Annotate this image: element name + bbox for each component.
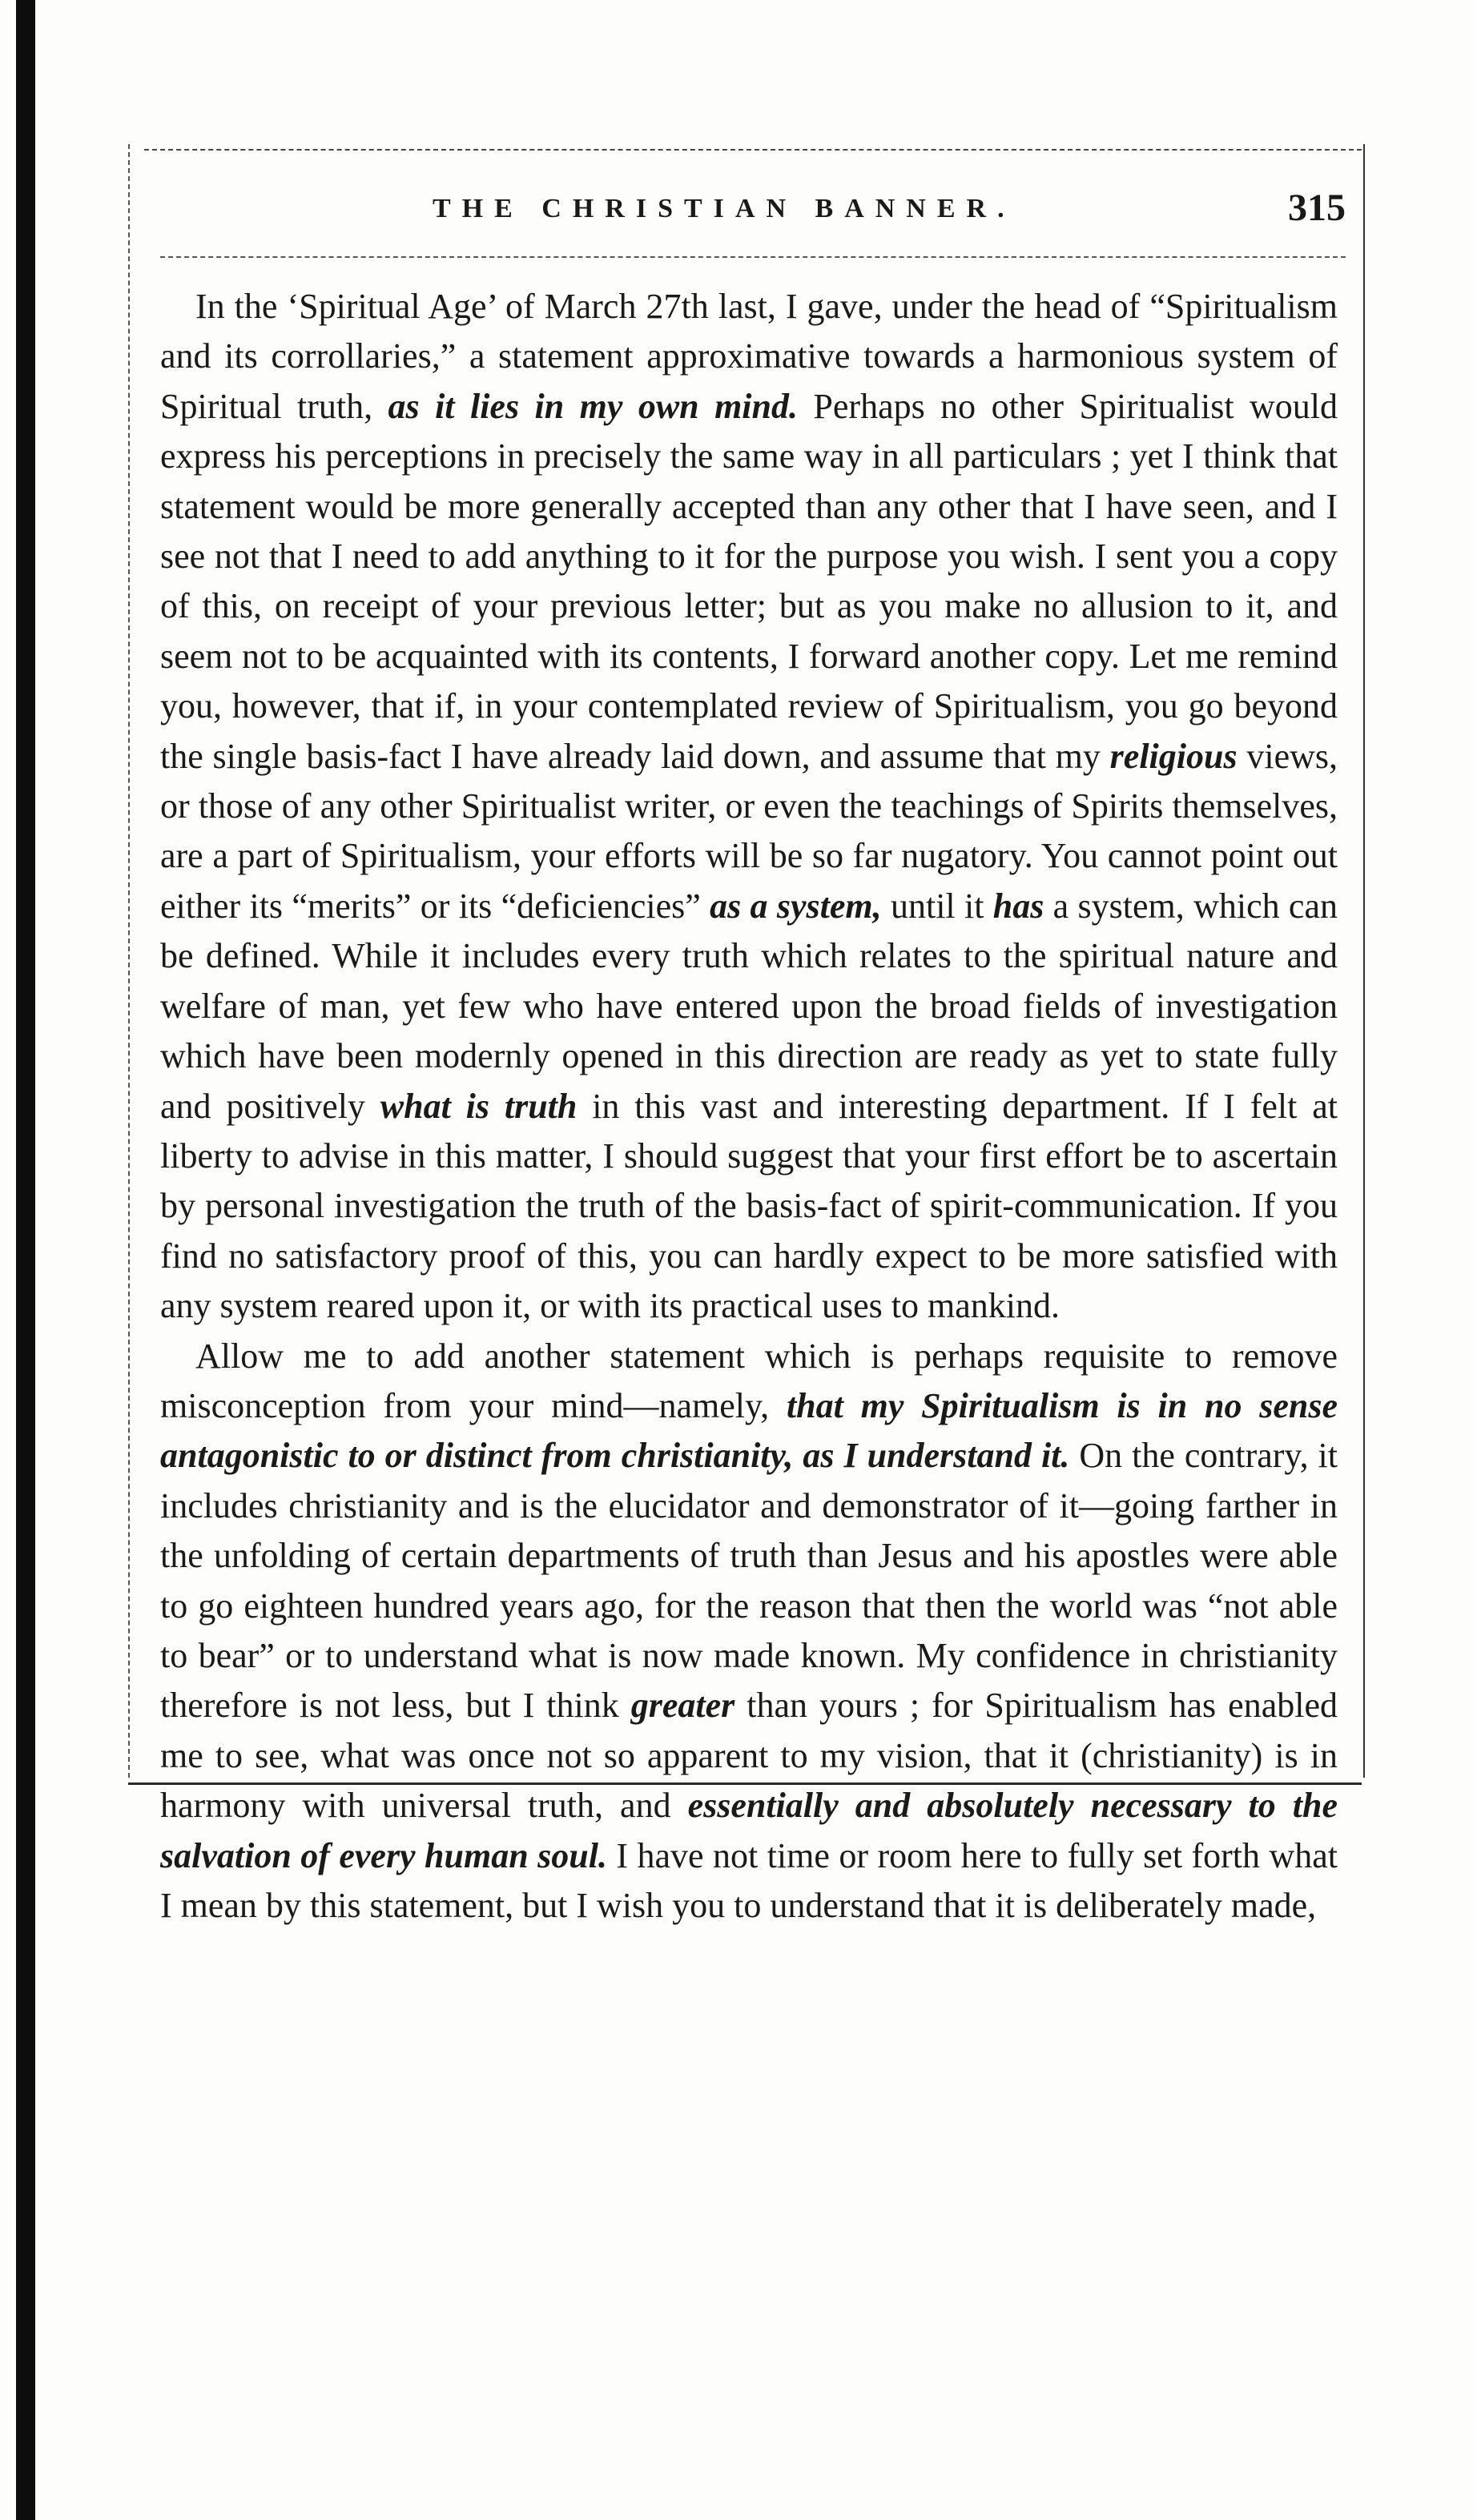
body-text [160, 282, 1338, 1931]
italic-text: essentially and absolutely necessary to the salvation of every human soul. [160, 1786, 1338, 1875]
text-run: On the contrary, it includes christianity and is the elucidator and demonstrator of it—going farther in the unfolding of certain departments of truth than Jesus and his apostles were able to go eighteen hundred years ago, for the reason that then the world was “not able to bear” or to understand what is now made known. My confidence in christianity therefore is not less, but I think [160, 1436, 1338, 1726]
top-rule [144, 149, 1362, 151]
italic-text: greater [630, 1686, 735, 1726]
text-run: I have not time or room here to fully set forth what I mean by this statement, but I wish you to understand that it is deliberately made, [160, 1835, 1338, 1925]
text-run: in this vast and interesting department. If I felt at liberty to advise in this matter, I should suggest that your first effort be to ascertain by personal investigation the truth of the basis-fact of spirit-communication. If you find no satisfactory proof of this, you can hardly expect to be more satisfied with any system reared upon it, or with its practical uses to mankind. [160, 1086, 1338, 1326]
header-rule [160, 256, 1346, 258]
text-run: Perhaps no other Spiritualist would express his perceptions in precisely the same way in all particulars ; yet I think that statement would be more generally accepted than any other that I have seen, and I see not that I need to add anything to it for the purpose you wish. I sent you a copy of this, on receipt of your previous letter; but as you make no allusion to it, and seem not to be acquainted with its contents, I forward another copy. Let me remind you, however, that if, in your contemplated review of Spiritualism, you go beyond the single basis-fact I have already laid down, and assume that my [160, 386, 1338, 776]
scan-edge-bar [16, 0, 35, 2520]
italic-text: religious [1109, 736, 1238, 776]
bottom-rule [128, 1782, 1362, 1785]
italic-text: what is truth [380, 1086, 578, 1126]
running-head [160, 186, 1346, 234]
text-run: views, or those of any other Spiritualist writer, or even the teachings of Spirits themselves, are a part of Spiritualism, your efforts will be so far nugatory. You cannot point out either its “merits” or its “deficiencies” [160, 736, 1338, 926]
text-run: a system, which can be defined. While it includes every truth which relates to the spiritual nature and welfare of man, yet few who have entered upon the broad fields of investigation which have been modernly opened in this direction are ready as yet to state fully and positively [160, 886, 1338, 1126]
page-number: 315 [1288, 187, 1346, 229]
text-run: until it [881, 886, 993, 926]
italic-text: that my Spiritualism is in no sense antagonistic to or distinct from christianity, as I understand it. [160, 1385, 1338, 1476]
paragraph [160, 282, 1338, 1332]
running-title: THE CHRISTIAN BANNER. [433, 194, 1016, 223]
italic-text: has [992, 886, 1044, 926]
paragraph [160, 1332, 1338, 1931]
text-run: than yours ; for Spiritualism has enabled me to see, what was once not so apparent to my vision, that it (christianity) is in harmony with universal truth, and [160, 1686, 1338, 1826]
italic-text: as it lies in my own mind. [388, 386, 798, 426]
italic-text: as a system, [710, 886, 882, 926]
text-run: Allow me to add another statement which is perhaps requisite to remove misconception from your mind—namely, [160, 1336, 1338, 1425]
text-run: In the ‘Spiritual Age’ of March 27th last, I gave, under the head of “Spiritualism and its corrollaries,” a statement approximative towards a harmonious system of Spiritual truth, [160, 287, 1338, 426]
